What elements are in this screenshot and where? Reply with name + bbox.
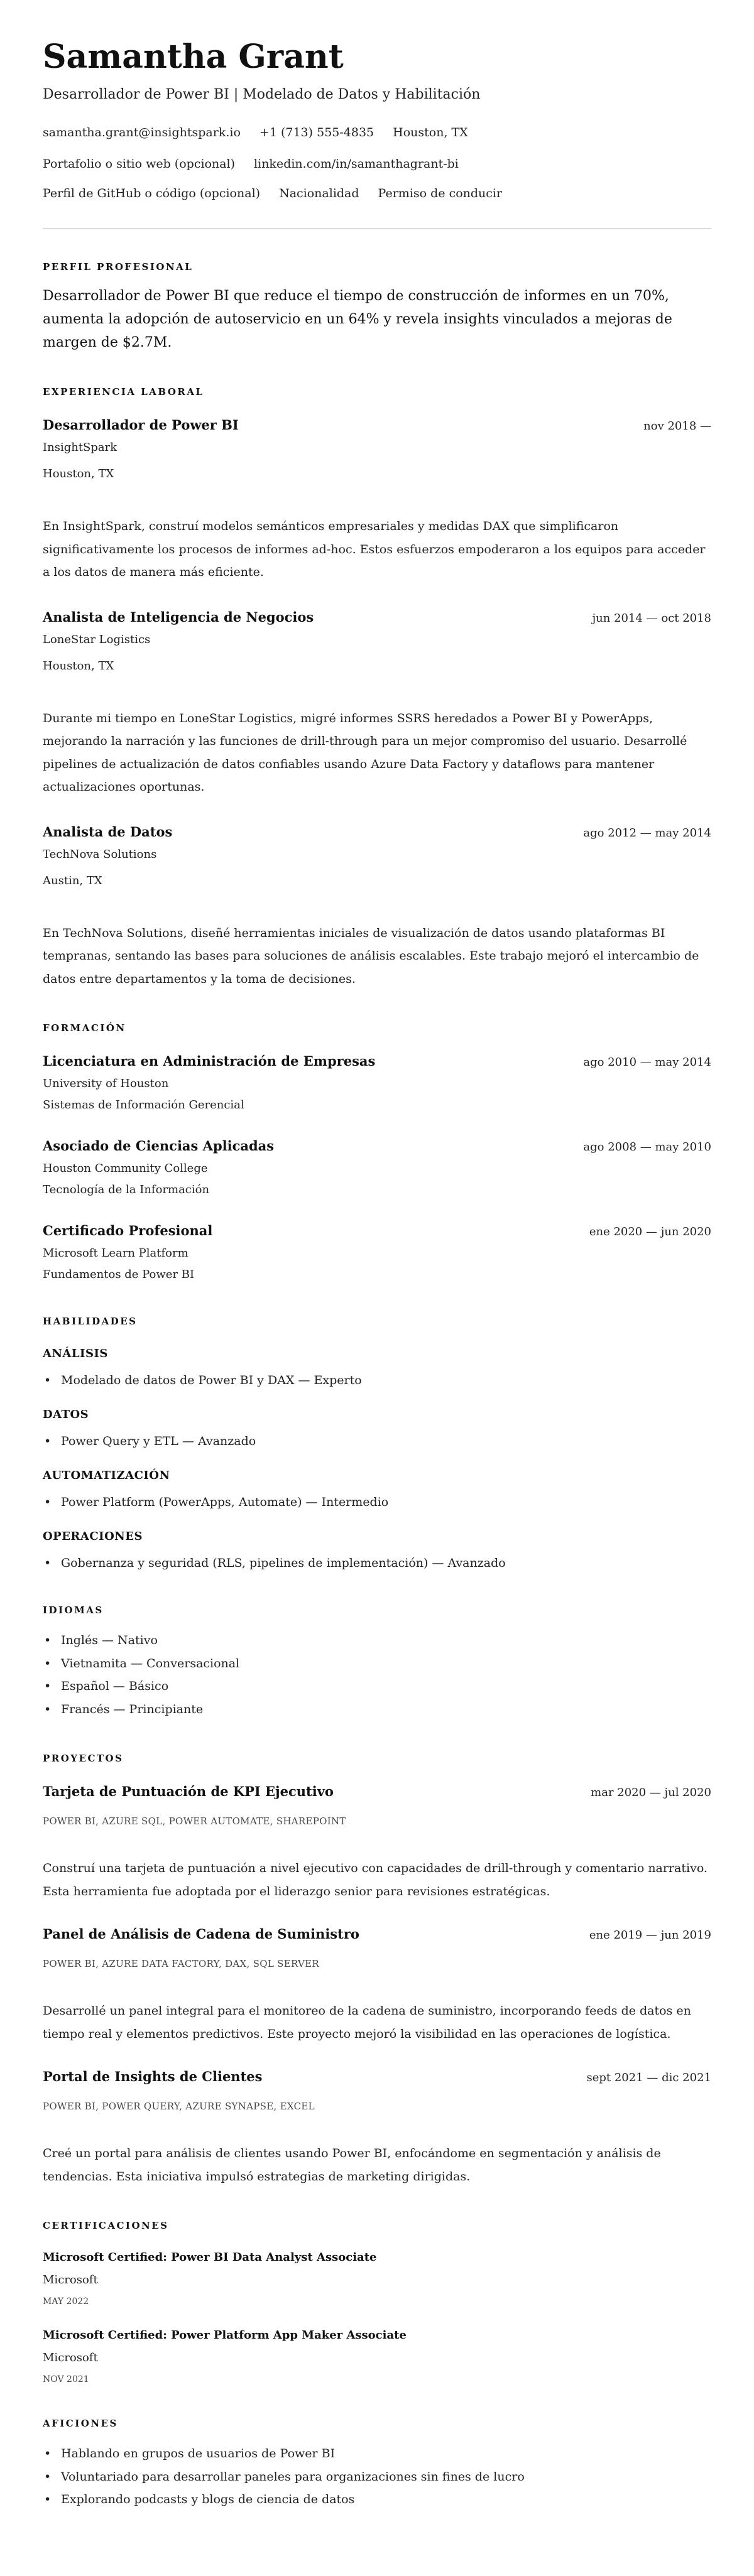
project-tech: POWER BI, AZURE DATA FACTORY, DAX, SQL SERVER bbox=[43, 1958, 320, 1969]
skill-list bbox=[43, 1493, 711, 1512]
contact-nationality: Nacionalidad bbox=[279, 187, 359, 200]
job-location: Houston, TX bbox=[43, 467, 114, 480]
contact-linkedin[interactable]: linkedin.com/in/samanthagrant-bi bbox=[254, 157, 459, 171]
project-entry bbox=[43, 2067, 711, 2188]
institution: University of Houston bbox=[43, 1077, 169, 1090]
contact-github[interactable]: Perfil de GitHub o código (opcional) bbox=[43, 187, 261, 200]
job-title: Analista de Inteligencia de Negocios bbox=[43, 609, 314, 625]
skill-list bbox=[43, 1554, 711, 1572]
section-heading: CERTIFICACIONES bbox=[43, 2220, 169, 2231]
field-of-study: Sistemas de Información Gerencial bbox=[43, 1098, 244, 1112]
education-section bbox=[43, 1022, 711, 1284]
job-title: Analista de Datos bbox=[43, 823, 173, 840]
languages-section bbox=[43, 1604, 711, 1721]
hobby-item: • Explorando podcasts y blogs de ciencia de datos bbox=[43, 2488, 711, 2511]
hobby-item: • Hablando en grupos de usuarios de Power BI bbox=[43, 2442, 711, 2465]
degree-title: Asociado de Ciencias Aplicadas bbox=[43, 1138, 275, 1154]
skill-category: OPERACIONES bbox=[43, 1530, 143, 1543]
job-company: LoneStar Logistics bbox=[43, 632, 151, 646]
skill-item: • Power Platform (PowerApps, Automate) — Intermedio bbox=[43, 1493, 711, 1512]
section-heading: PROYECTOS bbox=[43, 1753, 124, 1764]
job-dates: ago 2012 — may 2014 bbox=[583, 826, 711, 840]
skill-item: • Power Query y ETL — Avanzado bbox=[43, 1432, 711, 1451]
project-description: Construí una tarjeta de puntuación a nivel ejecutivo con capacidades de drill-through y comentario narrativo. Esta herramienta fue adoptada por el liderazgo senior para revisiones estratégicas. bbox=[43, 1861, 708, 1898]
job-location: Houston, TX bbox=[43, 659, 114, 673]
job-company: TechNova Solutions bbox=[43, 847, 157, 861]
job-entry bbox=[43, 823, 711, 991]
hobby-list bbox=[43, 2442, 711, 2511]
project-title: Tarjeta de Puntuación de KPI Ejecutivo bbox=[43, 1783, 334, 1799]
education-entry bbox=[43, 1221, 711, 1284]
certification-entry bbox=[43, 2327, 711, 2386]
education-dates: ago 2010 — may 2014 bbox=[583, 1056, 711, 1069]
summary-section bbox=[43, 261, 711, 354]
project-description: Creé un portal para análisis de clientes usando Power BI, enfocándome en segmentación y análisis de tendencias. Esta iniciativa impulsó estrategias de marketing dirigidas. bbox=[43, 2146, 661, 2184]
degree-title: Certificado Profesional bbox=[43, 1223, 213, 1238]
skill-list bbox=[43, 1432, 711, 1451]
certification-issuer: Microsoft bbox=[43, 2273, 98, 2286]
language-list bbox=[43, 1629, 711, 1721]
header-divider bbox=[43, 228, 711, 229]
project-tech: POWER BI, POWER QUERY, AZURE SYNAPSE, EXCEL bbox=[43, 2101, 315, 2112]
education-entry bbox=[43, 1052, 711, 1114]
contact-portfolio[interactable]: Portafolio o sitio web (opcional) bbox=[43, 157, 236, 171]
job-dates: nov 2018 — bbox=[643, 419, 711, 433]
skill-list bbox=[43, 1371, 711, 1390]
hobby-item: • Voluntariado para desarrollar paneles para organizaciones sin fines de lucro bbox=[43, 2465, 711, 2489]
project-entry bbox=[43, 1782, 711, 1903]
contact-row bbox=[43, 184, 711, 203]
skill-category: AUTOMATIZACIÓN bbox=[43, 1469, 170, 1482]
certification-title: Microsoft Certified: Power Platform App Maker Associate bbox=[43, 2329, 407, 2342]
contact-driving-license: Permiso de conducir bbox=[378, 187, 503, 200]
language-item: • Inglés — Nativo bbox=[43, 1629, 711, 1652]
section-heading: IDIOMAS bbox=[43, 1605, 104, 1616]
hobbies-section bbox=[43, 2417, 711, 2511]
contact-row bbox=[43, 123, 711, 142]
summary-text: Desarrollador de Power BI que reduce el tiempo de construcción de informes en un 70%, aumenta la adopción de autoservicio en un 64% y revela insights vinculados a mejoras de margen de $2.7M. bbox=[43, 288, 672, 350]
job-dates: jun 2014 — oct 2018 bbox=[592, 611, 711, 625]
skills-section bbox=[43, 1315, 711, 1572]
resume-header bbox=[43, 38, 711, 203]
language-item: • Vietnamita — Conversacional bbox=[43, 1652, 711, 1675]
contact-location: Houston, TX bbox=[393, 126, 468, 139]
education-dates: ago 2008 — may 2010 bbox=[583, 1140, 711, 1154]
job-company: InsightSpark bbox=[43, 441, 117, 454]
project-title: Portal de Insights de Clientes bbox=[43, 2069, 263, 2084]
certification-title: Microsoft Certified: Power BI Data Analyst Associate bbox=[43, 2251, 377, 2264]
certification-date: NOV 2021 bbox=[43, 2374, 89, 2384]
project-description: Desarrollé un panel integral para el monitoreo de la cadena de suministro, incorporando feeds de datos en tiempo real y elementos predictivos. Este proyecto mejoró la visibilidad en las operaciones de logística. bbox=[43, 2004, 691, 2041]
institution: Microsoft Learn Platform bbox=[43, 1247, 188, 1260]
skill-category: ANÁLISIS bbox=[43, 1347, 108, 1360]
job-entry bbox=[43, 416, 711, 584]
skill-item: • Modelado de datos de Power BI y DAX — Experto bbox=[43, 1371, 711, 1390]
section-heading: EXPERIENCIA LABORAL bbox=[43, 386, 204, 398]
certification-issuer: Microsoft bbox=[43, 2351, 98, 2364]
project-dates: mar 2020 — jul 2020 bbox=[591, 1786, 711, 1799]
certifications-section bbox=[43, 2219, 711, 2386]
project-dates: sept 2021 — dic 2021 bbox=[586, 2071, 711, 2084]
section-heading: FORMACIÓN bbox=[43, 1022, 126, 1034]
experience-section bbox=[43, 386, 711, 990]
job-entry bbox=[43, 608, 711, 799]
degree-title: Licenciatura en Administración de Empresas bbox=[43, 1053, 376, 1069]
institution: Houston Community College bbox=[43, 1162, 208, 1175]
section-heading: PERFIL PROFESIONAL bbox=[43, 261, 194, 273]
contact-email[interactable]: samantha.grant@insightspark.io bbox=[43, 126, 241, 139]
field-of-study: Fundamentos de Power BI bbox=[43, 1268, 195, 1281]
job-location: Austin, TX bbox=[43, 874, 102, 887]
certification-entry bbox=[43, 2249, 711, 2308]
language-item: • Francés — Principiante bbox=[43, 1698, 711, 1721]
project-title: Panel de Análisis de Cadena de Suministro bbox=[43, 1926, 359, 1942]
job-description: Durante mi tiempo en LoneStar Logistics, migré informes SSRS heredados a Power BI y PowerApps, mejorando la narración y las funciones de drill-through para un mejor compromiso del usuario. Desarrollé pipelines de actualización de datos confiables usando Azure Data Factory y dataflows para mantener actualizaciones oportunas. bbox=[43, 711, 687, 794]
education-entry bbox=[43, 1137, 711, 1199]
skill-item: • Gobernanza y seguridad (RLS, pipelines de implementación) — Avanzado bbox=[43, 1554, 711, 1572]
certification-date: MAY 2022 bbox=[43, 2297, 89, 2307]
job-title: Desarrollador de Power BI bbox=[43, 417, 239, 433]
contact-row bbox=[43, 154, 711, 173]
candidate-name: Samantha Grant bbox=[43, 38, 344, 76]
field-of-study: Tecnología de la Información bbox=[43, 1183, 210, 1196]
project-entry bbox=[43, 1925, 711, 2045]
skill-category: DATOS bbox=[43, 1408, 89, 1421]
education-dates: ene 2020 — jun 2020 bbox=[589, 1225, 711, 1238]
project-dates: ene 2019 — jun 2019 bbox=[589, 1929, 711, 1942]
project-tech: POWER BI, AZURE SQL, POWER AUTOMATE, SHAREPOINT bbox=[43, 1816, 346, 1827]
section-heading: HABILIDADES bbox=[43, 1316, 138, 1327]
job-description: En InsightSpark, construí modelos semánticos empresariales y medidas DAX que simplificaron significativamente los procesos de informes ad-hoc. Estos esfuerzos empoderaron a los equipos para acceder a los datos de manera más eficiente. bbox=[43, 519, 706, 579]
contact-phone[interactable]: +1 (713) 555-4835 bbox=[259, 126, 374, 139]
job-description: En TechNova Solutions, diseñé herramientas iniciales de visualización de datos usando plataformas BI tempranas, sentando las bases para soluciones de análisis escalables. Este trabajo mejoró el intercambio de datos entre departamentos y la toma de decisiones. bbox=[43, 926, 699, 986]
language-item: • Español — Básico bbox=[43, 1675, 711, 1698]
projects-section bbox=[43, 1752, 711, 2188]
section-heading: AFICIONES bbox=[43, 2418, 118, 2429]
candidate-subtitle: Desarrollador de Power BI | Modelado de Datos y Habilitación bbox=[43, 87, 481, 102]
